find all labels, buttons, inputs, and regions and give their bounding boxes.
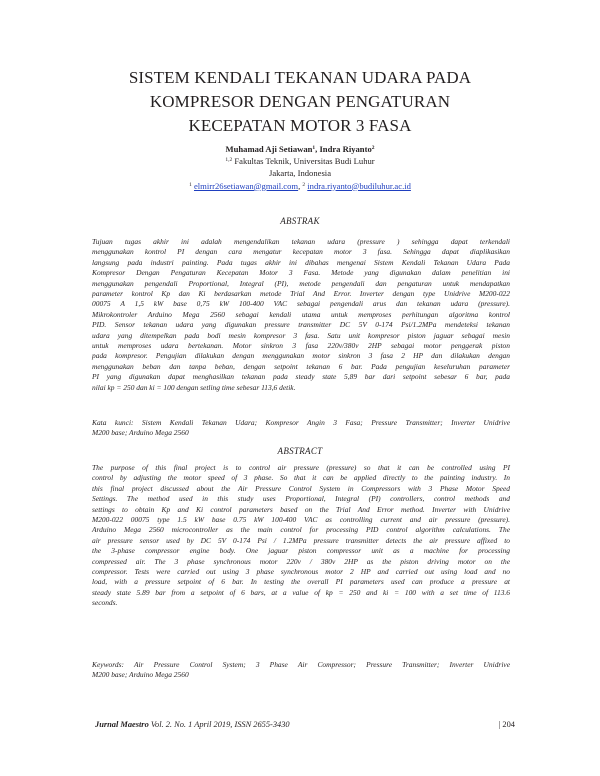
affiliation-superscript: 1,2: [225, 157, 233, 164]
kata-kunci: [92, 418, 510, 439]
text-line: load, with a pressure setpoint of 6 bar. In testing the overall PI parameters used can produce a pressure at: [92, 577, 510, 587]
abstract-text: [92, 463, 510, 609]
text-line: PID. Sensor tekanan udara yang digunakan pressure transmitter DC 5V 0-174 Psi/1.2MPa mendeteksi tekanan: [92, 320, 510, 330]
text-line: compressed air. The 3 phase synchronous motor 220v / 380v 2HP as the piston driving motor on the: [92, 556, 510, 566]
text-line: The purpose of this final project is to control air pressure (pressure) so that it can be controlled using PI: [92, 463, 510, 472]
affiliation-city: Jakarta, Indonesia: [268, 168, 332, 179]
text-line: seconds.: [92, 598, 118, 608]
text-line: air pressure sensor used by DC 5V 0-174 Psi / 1.2MPa pressure transmitter detects the air pressure affixed to: [92, 535, 510, 545]
text-line: 00075 A 1,5 kW base 0,75 kW 100-400 VAC sebagai pengendali arus dan tekanan udara (pressure).: [92, 299, 510, 309]
abstrak-heading: ABSTRAK: [280, 216, 320, 226]
text-line: Kompresor Dengan Pengaturan Kecepatan Motor 3 Fasa. Metode yang digunakan dalam penelitian ini: [92, 268, 510, 278]
text-line: nilai kp = 250 dan ki = 100 dengan setling time sebesar 113,6 detik.: [92, 382, 296, 392]
title-line: SISTEM KENDALI TEKANAN UDARA PADA: [128, 68, 472, 87]
text-line: Mikrokontroler Arduino Mega 2560 sebagai kendali utama untuk memproses perhitungan algoritma kontrol: [92, 309, 510, 319]
text-line: M200-022 00075 type 1.5 kW base 0.75 kW 100-400 VAC as controlling current and air pressure (pressure).: [92, 515, 510, 525]
text-line: this final project discussed about the Air Pressure Control System in Compressors with 3 Phase Motor Speed: [92, 483, 510, 493]
text-line: settings to obtain Kp and Ki control parameters based on the Trial And Error method. Inverter with Unidrive: [92, 504, 510, 514]
author-superscript: 2: [371, 145, 375, 151]
email-link[interactable]: elmirr26setiawan@gmail.com: [193, 180, 299, 191]
text-line: Tujuan tugas akhir ini adalah mengendalikan tekanan udara (pressure ) sehingga dapat terkendali: [92, 237, 510, 246]
journal-info: Vol. 2. No. 1 April 2019, ISSN 2655-3430: [148, 720, 290, 729]
text-line: Arduino Mega 2560 microcontroller as the main control for processing PID control algorithm calculations. The: [92, 525, 510, 535]
email-separator: ,: [298, 180, 303, 191]
text-line: menggunakan pengendali Proportional, Integral (PI), metode pengendali dan pengaturan untuk mendapatkan: [92, 278, 510, 288]
page-number: | 204: [498, 720, 515, 729]
text-line: menggunakan beban dan tanpa beban, dengan setpoint tekanan 6 bar. Pada pengujian keseluruhan parameter: [92, 361, 510, 371]
author-names: [60, 143, 540, 155]
text-line: PI yang digunakan dapat menghasilkan tekanan pada steady state 5,89 bar dari setpoint sebesar 6 bar, pada: [92, 372, 510, 382]
text-line: the 3-phase compressor engine body. One jaguar piston compressor unit as a machine for processing: [92, 546, 510, 556]
text-line: M200 base; Arduino Mega 2560: [92, 670, 189, 680]
author-superscript: 1: [312, 145, 316, 151]
text-line: M200 base; Arduino Mega 2560: [92, 428, 189, 438]
text-line: udara yang ditempelkan pada bodi mesin kompresor 3 fasa. Satu unit kompresor piston jaguar sebagai mesin: [92, 330, 510, 340]
text-line: langsung pada industri painting. Pada tugas akhir ini dibahas mengenai Sistem Kendali Tekanan Udara Pada: [92, 257, 510, 267]
keywords: [92, 660, 510, 681]
text-line: Keywords: Air Pressure Control System; 3 Phase Air Compressor; Pressure Transmitter; Inverter Unidrive: [92, 660, 510, 669]
author-separator: ,: [315, 144, 320, 154]
email-link[interactable]: indra.riyanto@budiluhur.ac.id: [307, 180, 411, 191]
text-line: steady state 5.89 bar from a setpoint of 6 bars, at a value of kp = 250 and ki = 100 with a set time of 113.6: [92, 587, 510, 597]
abstrak-text: [92, 237, 510, 393]
text-line: parameter kontrol Kp dan Ki berdasarkan metode Trial And Error. Inverter dengan type Unidrive M200-022: [92, 289, 510, 299]
email-superscript: 1: [189, 181, 192, 188]
text-line: Settings. The method used in this study uses Proportional, Integral (PI) controllers, control methods and: [92, 494, 510, 504]
email-superscript: 2: [302, 181, 306, 188]
author-name: Indra Riyanto: [319, 144, 372, 154]
author-emails: [60, 180, 540, 192]
text-line: control by adjusting the motor speed of 3 phase. So that it can be applied directly to the painting industry. In: [92, 473, 510, 483]
abstract-heading: ABSTRACT: [277, 446, 323, 456]
page-footer: [95, 720, 515, 729]
text-line: compressor. Tests were carried out using 3 phase synchronous motor 2 HP and carried out using load and no: [92, 567, 510, 577]
text-line: menggunakan kontrol PI dengan cara mengatur kecepatan motor 3 fasa. Sehingga dapat diaplikasikan: [92, 247, 510, 257]
paper-title: [60, 66, 540, 138]
author-name: Muhamad Aji Setiawan: [225, 144, 313, 154]
text-line: untuk memproses udara bertekanan. Motor sinkron 3 fasa 220v/380v 2HP sebagai motor penggerak piston: [92, 341, 510, 351]
title-line: KOMPRESOR DENGAN PENGATURAN: [149, 92, 451, 111]
journal-name: Jurnal Maestro: [95, 720, 149, 729]
affiliation: [60, 155, 540, 167]
affiliation-text: Fakultas Teknik, Universitas Budi Luhur: [232, 156, 375, 167]
text-line: Kata kunci: Sistem Kendali Tekanan Udara; Kompresor Angin 3 Fasa; Pressure Transmitter; Inverter Unidrive: [92, 418, 510, 427]
text-line: pada kompresor. Pengujian dilakukan dengan menggunakan motor sinkron 3 fasa 2 HP dan dilakukan dengan: [92, 351, 510, 361]
author-block: [60, 143, 540, 192]
title-line: KECEPATAN MOTOR 3 FASA: [188, 116, 412, 135]
